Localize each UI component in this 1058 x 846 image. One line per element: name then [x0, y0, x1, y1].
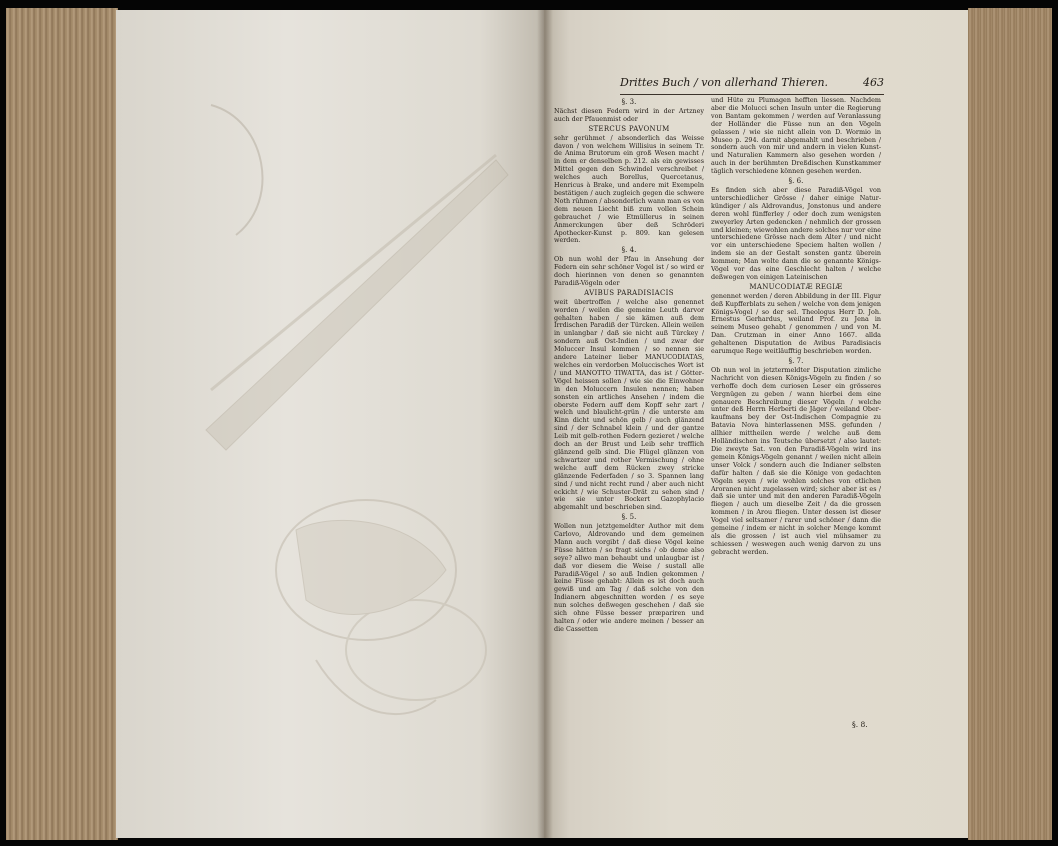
left-page [116, 10, 544, 838]
running-head [620, 76, 884, 95]
running-title: Drittes Buch / von allerhand Thieren. [620, 76, 829, 89]
section-number: §. 3. [621, 98, 637, 106]
paragraph: weit übertroffen / welche also genennet worden / weilen die gemeine Leuth darvor gehalten haben / sie kämen auß dem Irrdischen Paradiß der Türcken. Allein weilen in unlangbar / daß sie nicht auß Türckey / sondern auß Ost-Indien / und zwar der Moluccer Insul kommen / so nennen sie andere Lateiner lieber MANUCODIATAS, welches ein verdorben Moluccisches Wort ist / und MANOTTO TIWATTA, das ist / Götter-Vögel heissen sollen / wie sie die Einwohner in den Moluccern Insulen nennen; haben sonsten ein artliches Ansehen / indem die oberste Federn auff dem Kopff sehr zart / welch und blaulicht-grün / die unterste am Kinn dicht und schön gelb / auch glänzend sind / der Schnabel klein / und der gantze Leib mit gelb-rothen Federn gezieret / welche doch an der Brust und Leib sehr trefflich glänzend gelb sind. Die Flügel glänzen von schwartzer und rother Vermischung / ohne welche auff dem Rücken zwey stricke glänzende Federfaden / so 3. Spannen lang sind / und nicht recht rund / aber auch nicht eckicht / wie Schuster-Drät zu sehen sind / wie sie unter Bockert Gazophylacio abgemahlt und beschrieben sind. [554, 297, 704, 512]
catchword: §. 8. [852, 720, 868, 729]
section-number: §. 7. [788, 357, 804, 365]
page-number: 463 [863, 76, 884, 89]
left-page-edges [6, 8, 118, 840]
latin-heading: STERCUS PAVONUM [588, 124, 670, 133]
section-number: §. 4. [621, 246, 637, 255]
paragraph: genennet werden / deren Abbildung in der III. Figur deß Kupfferblats zu sehen / welche von dem jenigen Königs-Vogel / so der sel. Theologus Herr D. Joh. Ernestus Gerhardus, weiland Prof. zu Jena in seinem Museo gehabt / genommen / und von M. Dan. Crutzman in einer Anno 1667. allda gehaltenen Disputation de Avibus Paradisiacis earumque Rege weitläufftig beschrieben worden. [711, 291, 881, 356]
right-page-edges [968, 8, 1052, 840]
open-book [6, 8, 1052, 840]
section-number: §. 5. [621, 513, 637, 522]
text-column-right [711, 97, 881, 559]
paragraph: und Hüte zu Plumagen hefften liessen. Nachdem aber die Molucci schen Insuln unter die Regierung von Bantam gekommen / werden auf Veranlassung der Holländer die Füsse nun an den Vögeln gelassen / wie sie nicht allein von D. Wormio in Museo p. 294. darnit abgemahlt und beschrieben / sondern auch von mir und andern in vielen Kunst- und Naturalien Kammern also gesehen worden / auch in der berühmten Dreßdischen Kunstkammer täglich verschiedene können gesehen werden. [711, 96, 881, 176]
book-gutter [537, 10, 553, 838]
paragraph: Nächst diesen Federn wird in der Artzney auch der Pfauenmist oder [554, 106, 704, 123]
paragraph: Ob nun wohl der Pfau in Ansehung der Federn ein sehr schöner Vogel ist / so wird er doch hierinnen von denen so genannten Paradiß-Vögeln oder [554, 255, 704, 287]
paragraph: Wollen nun jetztgemeldter Author mit dem Carlovo, Aldrovando und dem gemeinen Mann auch vorgibt / daß diese Vögel keine Füsse hätten / so fragt sichs / ob deme also seye? allwo man behaubt und unlaugbar ist / daß vor diesem die Weise / sustall alle Paradiß-Vögel / so auß Indien gekommen / keine Füsse gehabt: Allein es ist doch auch gewiß und am Tag / daß solche von den Indianern abgeschnitten worden / es seye nun solches deßwegen geschehen / daß sie sich ohne Füsse besser præpariren und halten / oder wie andere meinen / besser an die Cassetten [554, 522, 704, 633]
paragraph: sehr gerühmet / absonderlich das Weisse davon / von welchem Willisius in seinem Tr. de Anima Brutorum ein groß Wesen macht / in dem er denselben p. 212. als ein gewisses Mittel gegen den Schwindel verschreibet / welches auch Borellus, Quercetanus, Henricus à Brake, und andere mit Exempeln bestätigen / auch zugleich gegen die schwere Noth rühmen / absonderlich wann man es von dem neuen Liecht biß zum vollen Schein gebrauchet / wie Etmüllerus in seinen Anmerckungen über deß Schröderi Apothecker-Kunst p. 809. kan gelesen werden. [554, 133, 704, 245]
latin-heading: MANUCODIATÆ REGIÆ [749, 282, 843, 291]
latin-heading: AVIBUS PARADISIACIS [584, 288, 674, 297]
text-column-left [554, 97, 704, 636]
paragraph: Es finden sich aber diese Paradiß-Vögel von unterschiedlicher Grösse / daher einige Natur-kündiger / als Aldrovandus, Jonstonus und andere deren wohl fünfferley / oder doch zum wenigsten zweyerley Arten gedencken / nehmlich der grossen und kleinen; wiewohlen andere solches nur vor eine unterschiedene Grösse nach dem Alter / und nicht vor ein unterschiedene Speciem halten wollen / indem sie an der Gestalt sonsten gantz überein kommen; Man wolte dann die so genannte Königs-Vögel vor das eine Geschlecht halten / welche deßwegen von einigen Lateinischen [711, 185, 881, 281]
paragraph: Ob nun wol in jetztermeldter Disputation zimliche Nachricht von diesen Königs-Vögeln zu finden / so verhoffe doch dem curiosen Leser ein grösseres Vergnügen zu geben / wann hierbei dem eine genauere Beschreibung dieser Vögeln / welche unter deß Herrn Herberti de Jäger / weiland Ober-kaufmans bey der Ost-Indischen Compagnie zu Batavia Nova hinterlassenen MSS. gefunden / allhier mittheilen werde / welche auß dem Holländischen ins Teutsche übersetzt / also lautet: Die zweyte Sat. von den Paradiß-Vögeln wird ins gemein Königs-Vögeln genannt / weilen nicht allein unser Volck / sondern auch die Indianer selbsten dafür halten / daß sie die Könige von gedachten Vögeln seyen / wie wohlen solches von etlichen Aroranen nicht zugelassen wird; sicher aber ist es / daß sie unter und mit den anderen Paradiß-Vögeln fliegen / auch um dieselbe Zeit / da die grossen kommen / in Arou fliegen. Unter dessen ist dieser Vogel viel seltsamer / rarer und schöner / dann die gemeine / indem er nicht in solcher Menge kommt als die grossen / ist auch viel mühsamer zu schiessen / weswegen auch wenig darvon zu uns gebracht werden. [711, 365, 881, 556]
section-number: §. 6. [788, 177, 804, 186]
show-through-illustration [116, 10, 544, 838]
